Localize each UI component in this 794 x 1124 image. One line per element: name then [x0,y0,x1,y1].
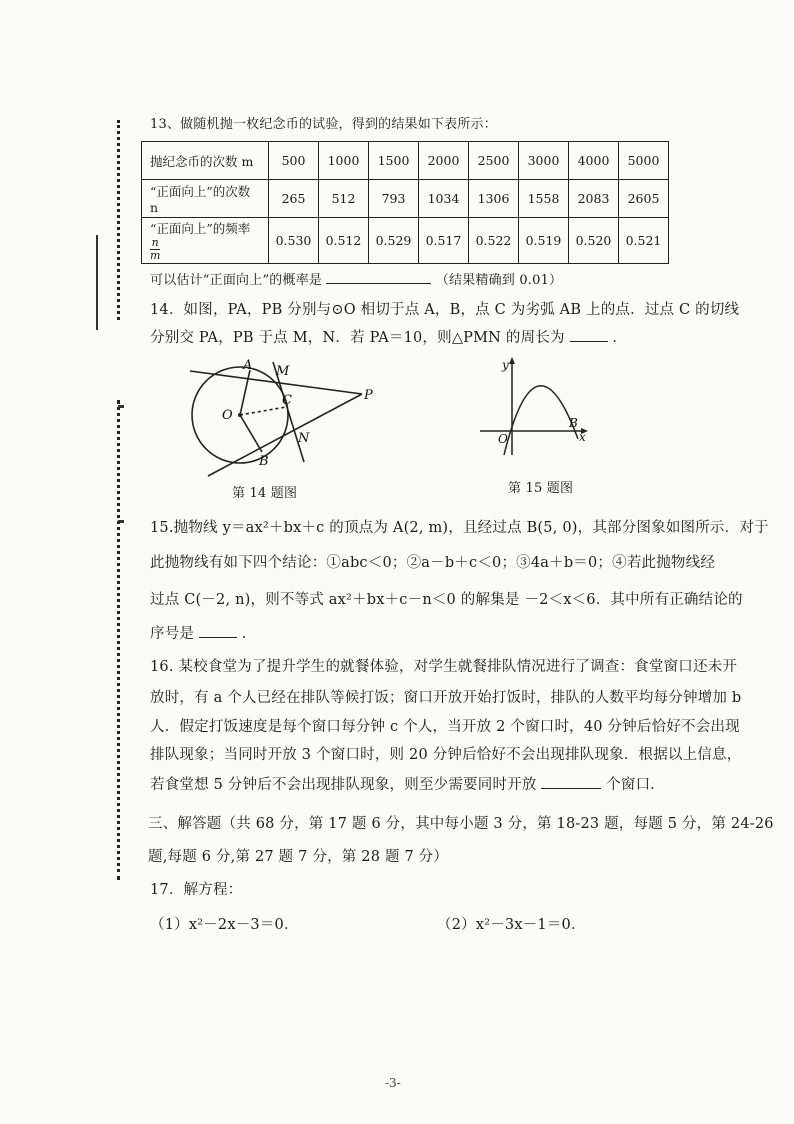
q15-line4-end: ． [241,626,257,642]
figure-14-caption: 第 14 题图 [232,486,298,501]
radius-oc [240,407,286,415]
q13-estimate [150,273,562,289]
table-cell: 1000 [319,142,369,180]
table-cell: 1034 [419,180,469,218]
radius-oa [240,370,250,415]
table-cell: 1558 [519,180,569,218]
frequency-table [141,141,669,264]
row-header: 抛纪念币的次数 m [142,142,269,180]
q15-line1: 15.抛物线 y＝ax²＋bx＋c 的顶点为 A(2, m)，且经过点 B(5, 0)，其部分图象如图所示．对于 [150,520,769,536]
table-cell: 0.520 [569,218,619,264]
figure-15 [478,355,593,465]
binding-dots-lower [117,400,123,880]
label-o: O [222,408,233,423]
q13-stem: 13、做随机抛一枚纪念币的试验，得到的结果如下表所示： [150,117,497,132]
q16-line4: 排队现象；当同时开放 3 个窗口时，则 20 分钟后恰好不会出现排队现象．根据以上信息， [150,747,742,763]
q15-line4-text: 序号是 [150,626,195,642]
q15-line3: 过点 C(－2, n)，则不等式 ax²＋bx＋c－n＜0 的解集是 －2＜x＜6．其中所有正确结论的 [150,592,743,608]
table-cell: 0.512 [319,218,369,264]
label-m: M [276,364,290,379]
q16-line3: 人．假定打饭速度是每个窗口每分钟 c 个人，当开放 2 个窗口时，40 分钟后恰好不会出现 [150,719,740,735]
section3-line1: 三、解答题（共 68 分，第 17 题 6 分，其中每小题 3 分，第 18-23 题，每题 5 分，第 24-26 [148,816,774,832]
binding-line [96,235,98,330]
table-cell: 265 [269,180,319,218]
row-header [142,218,269,264]
binding-dots-upper [117,120,123,320]
q15-line4 [150,626,256,642]
table-cell: 512 [319,180,369,218]
fraction-denominator: m [150,249,161,262]
table-cell: 2083 [569,180,619,218]
table-cell: 5000 [619,142,669,180]
fraction-n-over-m [150,237,160,262]
radius-ob [240,415,262,452]
label-a: A [243,358,253,373]
table-cell: 0.522 [469,218,519,264]
label-n: N [298,431,310,446]
y-arrow [509,357,515,364]
binding-mark [118,520,124,523]
label-o: O [498,432,508,446]
q17-part1: （1）x²－2x－3＝0． [150,917,299,933]
table-cell: 0.517 [419,218,469,264]
table-cell: 4000 [569,142,619,180]
center-point [238,413,242,417]
row-header-text: “正面向上”的频率 [150,221,251,236]
page-number: -3- [385,1076,401,1090]
figure-15-caption: 第 15 题图 [508,481,574,496]
q16-line5-text: 若食堂想 5 分钟后不会出现排队现象，则至少需要同时开放 [150,777,537,793]
label-p: P [364,388,373,403]
binding-mark [118,405,124,408]
q14-line2-end: ． [612,330,628,346]
table-cell: 2500 [469,142,519,180]
label-x: x [579,430,586,444]
table-cell: 2000 [419,142,469,180]
table-cell: 1306 [469,180,519,218]
q16-line5 [150,777,665,793]
row-header: “正面向上”的次数 n [142,180,269,218]
table-cell: 2605 [619,180,669,218]
figure-14 [180,352,390,482]
table-cell: 500 [269,142,319,180]
q14-line1: 14．如图，PA，PB 分别与⊙O 相切于点 A，B，点 C 为劣弧 AB 上的点．过点 C 的切线 [150,302,740,318]
q17-title: 17．解方程： [150,882,243,898]
q16-line2: 放时，有 a 个人已经在排队等候打饭；窗口开放开始打饭时，排队的人数平均每分钟增加 b [150,690,742,706]
table-cell: 0.519 [519,218,569,264]
q17-part2: （2）x²－3x－1＝0． [437,917,586,933]
q13-estimate-prefix: 可以估计“正面向上”的概率是 [150,273,323,288]
table-row [142,218,669,264]
q13-estimate-suffix: （结果精确到 0.01） [435,273,563,288]
table-cell: 0.530 [269,218,319,264]
q15-line2: 此抛物线有如下四个结论：①abc＜0；②a－b＋c＜0；③4a＋b＝0；④若此抛物线经 [150,555,716,571]
fraction-numerator: n [151,236,159,249]
q14-line2-text: 分别交 PA，PB 于点 M，N．若 PA＝10，则△PMN 的周长为 [150,330,565,346]
table-cell: 0.521 [619,218,669,264]
table-row [142,142,669,180]
answer-blank[interactable] [326,283,431,284]
label-c: C [282,393,292,408]
table-cell: 3000 [519,142,569,180]
section3-line2: 题,每题 6 分,第 27 题 7 分，第 28 题 7 分） [148,849,449,865]
table-cell: 0.529 [369,218,419,264]
table-cell: 793 [369,180,419,218]
label-b: B [259,454,269,469]
answer-blank[interactable] [570,341,608,342]
answer-blank[interactable] [199,637,237,638]
answer-blank[interactable] [541,788,601,789]
q16-line5-end: 个窗口． [606,777,665,793]
q16-line1: 16. 某校食堂为了提升学生的就餐体验，对学生就餐排队情况进行了调查：食堂窗口还未开 [150,659,738,675]
parabola [504,386,578,455]
label-b: B [569,416,578,430]
label-y: y [502,358,509,372]
table-row [142,180,669,218]
table-cell: 1500 [369,142,419,180]
q14-line2 [150,330,627,346]
